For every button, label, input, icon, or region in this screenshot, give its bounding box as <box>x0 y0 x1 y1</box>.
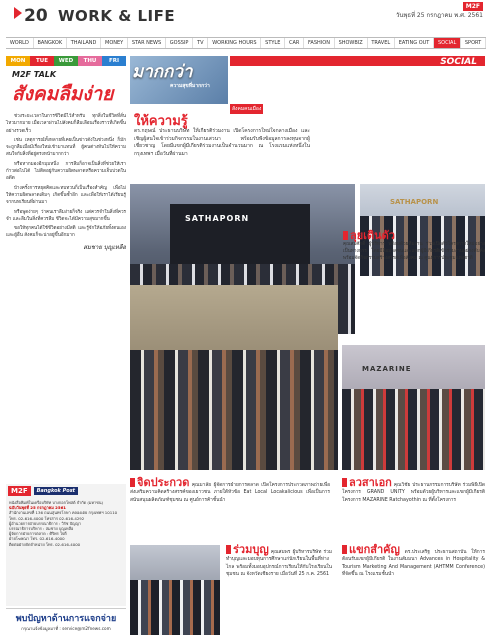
page-header <box>0 0 491 32</box>
masthead-line: โทร. 02-616-4000 โทรสาร 02-616-4292 <box>9 515 85 521</box>
masthead-line: สำนักงานเลขที่ 136 ถนนสุนทรโกษา คลองเตย กรุงเทพฯ 10110 <box>9 510 118 516</box>
story-photo <box>130 545 220 635</box>
group-photo <box>130 580 220 635</box>
column-name: M2F TALK <box>12 70 57 79</box>
nav-item-showbiz[interactable]: SHOWBIZ <box>335 38 368 48</box>
social-banner: SOCIAL <box>230 56 485 66</box>
hero-headline: ให้ความรู้ <box>134 114 188 129</box>
byline: สมชาย บุญเหลือ <box>83 243 126 251</box>
masthead-line: หนังสือพิมพ์ในเครือบริษัท บางกอกโพสต์ จำกัด (มหาชน) <box>9 500 104 505</box>
nav-item-eating-out[interactable]: EATING OUT <box>395 38 434 48</box>
hero-caption: มากกว่า <box>132 62 193 82</box>
backdrop-sign: SATHAPORN <box>390 198 439 206</box>
column-paragraph: หรือพูดง่ายๆ ว่าคนเราลืมง่ายก็จริง แต่ควรจำในสิ่งที่ควรจำ และลืมในสิ่งที่ควรลืม ชีวิตจะได้มีความสุขมากขึ้น <box>6 209 126 222</box>
weekday-strip <box>6 56 126 66</box>
nav-item-fashion[interactable]: FASHION <box>304 38 335 48</box>
story <box>342 545 485 579</box>
stage-backdrop <box>170 204 310 264</box>
masthead-line: ผู้จัดการฝ่ายการตลาด : ศิริพร ใจดี <box>9 531 67 537</box>
nav-item-sport[interactable]: SPORT <box>461 38 486 48</box>
story <box>130 478 330 504</box>
masthead-line: บรรณาธิการบริหาร : สมชาย บุญเหลือ <box>9 526 74 532</box>
bullet-mark <box>342 545 347 554</box>
story-text <box>226 545 332 579</box>
nav-item-money[interactable]: MONEY <box>101 38 128 48</box>
story-text <box>130 478 330 504</box>
nav-item-gossip[interactable]: GOSSIP <box>166 38 193 48</box>
m2f-logo: M2F <box>463 2 483 11</box>
nav-item-style[interactable]: STYLE <box>261 38 285 48</box>
nav-item-star-news[interactable]: STAR NEWS <box>128 38 166 48</box>
story-body: ดร.ประเสริฐ ประธานสถาบัน ให้การต้อนรับแขกผู้มีเกียรติ ในงานสัมมนา Advances in Hospitality & Tourism Marketing And Management (AHTMM Conference) ที่จัดขึ้น ณ โรงแรมชั้นนำ <box>342 550 485 578</box>
column-paragraph: ช่วงระยะเวลาในการชีวิตมีไว้สำหรับ ทุกสิ่งในชีวิตที่สั่นไหวมากมาย เมื่อเวลาผ่านไปสังคมก็ลืมเลือนเรื่องราวที่เกิดขึ้นอย่างรวดเร็ว <box>6 114 126 134</box>
bullet-mark <box>130 478 135 487</box>
day-tab-fri: FRI <box>102 56 126 66</box>
column-paragraph: ขอให้ทุกคนได้ใช้ชีวิตอย่างมีสติ และรู้จักให้อภัยทั้งตนเองและผู้อื่น สังคมก็จะน่าอยู่ขึ้นอีกมาก <box>6 226 126 239</box>
stage-sign: SATHAPORN <box>185 214 250 223</box>
day-tab-thu: THU <box>78 56 102 66</box>
column-paragraph: เช่น เหตุการณ์ทั้งหลายที่เคยเป็นข่าวดังในช่วงหนึ่ง ก็มักจะถูกลืมเมื่อมีเรื่องใหม่เข้ามาแทนที่ ผู้คนต่างหันไปให้ความสนใจกับสิ่งที่อยู่ตรงหน้ามากกว่า <box>6 137 126 158</box>
group-photo <box>342 389 485 470</box>
nav-item-social[interactable]: SOCIAL <box>434 38 461 48</box>
section-nav <box>6 37 486 49</box>
masthead-line: ฉบับวันพุธที่ 25 กรกฎาคม 2561 <box>9 505 67 511</box>
story-text <box>342 545 485 579</box>
day-tab-tue: TUE <box>30 56 54 66</box>
story <box>226 545 332 579</box>
hero-text: ดร.กฤษณ์ ประธานบริษัท ให้เกียรติร่วมงาน เปิดโครงการใหม่ใจกลางเมือง และเชิญผู้สนใจเข้าร่วมกิจกรรมในงานเสวนา พร้อมรับฟังข้อมูลการลงทุนจากผู้เชี่ยวชาญ โดยมีแขกผู้มีเกียรติร่วมงานเป็นจำนวนมาก ณ โรงแรมแห่งหนึ่งในกรุงเทพฯ เมื่อวันที่ผ่านมา <box>134 128 310 157</box>
backdrop-sign: MAZARINE <box>362 365 412 373</box>
hero-thumbnail <box>130 56 228 104</box>
story-headline: ร่วมบุญ <box>233 543 269 556</box>
day-tab-mon: MON <box>6 56 30 66</box>
bullet-mark <box>343 231 348 240</box>
nav-item-world[interactable]: WORLD <box>6 38 34 48</box>
hero-subcaption: ความสุขที่มากกว่า <box>170 83 210 89</box>
m2f-logo: M2F <box>8 486 31 496</box>
nav-item-bangkok[interactable]: BANGKOK <box>34 38 67 48</box>
story-headline: จิดประกวด <box>137 476 190 489</box>
masthead-logos <box>6 484 126 498</box>
nav-item-thailand[interactable]: THAILAND <box>67 38 101 48</box>
event-photo <box>130 285 338 470</box>
day-tab-wed: WED <box>54 56 78 66</box>
notice-contact[interactable]: กรุณาแจ้งข้อมูลมาที่ : service@m2fnews.com <box>21 626 111 631</box>
page-number: 20 <box>14 6 48 26</box>
column-title: สังคมลืมง่าย <box>12 83 114 105</box>
group-photo <box>130 350 338 470</box>
event-photo <box>342 345 485 470</box>
column-body <box>6 113 126 240</box>
column-paragraph: หรือหากมองอีกมุมหนึ่ง การลืมก็อาจเป็นสิ่งที่ช่วยให้เราก้าวต่อไปได้ ไม่ติดอยู่กับความผิดพลาดหรือความเจ็บปวดในอดีต <box>6 161 126 182</box>
bullet-mark <box>226 545 231 554</box>
masthead-line: ผู้อำนวยการฝ่ายบรรณาธิการ : วิรัช ปัญญา <box>9 520 81 526</box>
bangkok-post-logo: Bangkok Post <box>34 487 78 495</box>
column-paragraph: บ้างครั้งการหยุดคิดและทบทวนก็เป็นเรื่องสำคัญ เพื่อไม่ให้ความผิดพลาดเดิมๆ เกิดขึ้นซ้ำอีก และเพื่อให้เราได้เรียนรู้จากบทเรียนที่ผ่านมา <box>6 185 126 206</box>
story-headline: ลวสาเอก <box>349 476 392 489</box>
nav-item-car[interactable]: CAR <box>285 38 304 48</box>
triangle-icon <box>14 7 22 19</box>
notice-title: พบปัญหาด้านการแจกจ่าย <box>15 614 117 624</box>
section-title: WORK & LIFE <box>58 7 176 25</box>
story-body: คุณมาลัย ผู้จัดการฝ่ายการตลาด เปิดโครงการประกวดภาพถ่ายเพื่อส่งเสริมความคิดสร้างสรรค์ของเยาวชน ภายใต้หัวข้อ Eat Local Locakalicious เพื่อเป็นการสนับสนุนผลิตภัณฑ์ชุมชน ณ ศูนย์การค้าชั้นนำ <box>130 483 330 503</box>
nav-item-tv[interactable]: TV <box>193 38 208 48</box>
news-text: คุณสมศักดิ์ ผู้บริหาร พร้อมด้วยทีมงาน ร่วมเปิดตัวโครงการใหม่อย่างเป็นทางการ โดยมีสื่อมวลชนและแขกผู้มีเกียรติเข้าร่วมงานอย่างคับคั่ง พร้อมจัดกิจกรรมสร้างสรรค์เพื่อสังคม ณ ศูนย์การประชุมแห่งชาติ <box>343 242 485 261</box>
photo-grid <box>130 285 485 475</box>
masthead-line: ติดต่อฝ่ายจัดจำหน่าย โทร. 02-616-4000 <box>9 541 81 547</box>
story <box>342 478 485 504</box>
masthead-text <box>6 498 126 549</box>
story-body: คุณวิชัย ประธานกรรมการบริษัท ร่วมพิธีเปิดโครงการ GRAND UNITY พร้อมด้วยผู้บริหารและแขกผู้มีเกียรติ โครงการ MAZARINE Ratchayothin ณ ที่ตั้งโครงการ <box>342 483 485 503</box>
news-headline: ลุยเดินดัว <box>343 226 395 244</box>
nav-item-working-hours[interactable]: WORKING HOURS <box>208 38 261 48</box>
masthead-line: ฝ่ายโฆษณา โทร. 02-616-4000 <box>9 536 65 542</box>
story-headline: แขกสำคัญ <box>349 543 400 556</box>
issue-date: วันพุธที่ 25 กรกฎาคม พ.ศ. 2561 <box>395 12 483 19</box>
nav-item-travel[interactable]: TRAVEL <box>368 38 395 48</box>
story-body: คุณสมพร ผู้บริหารบริษัท ร่วมทำบุญและมอบทุนการศึกษาแก่นักเรียนในพื้นที่ห่างไกล พร้อมทั้งมอบอุปกรณ์การเรียนให้กับโรงเรียนในชุมชน ณ จังหวัดเชียงราย เมื่อวันที่ 25 ก.ค. 2561 <box>226 550 332 578</box>
bullet-mark <box>342 478 347 487</box>
story-text <box>342 478 485 504</box>
masthead-box <box>6 484 126 606</box>
social-tag: สังคมคนเมือง <box>232 106 262 112</box>
distribution-notice <box>6 608 126 636</box>
